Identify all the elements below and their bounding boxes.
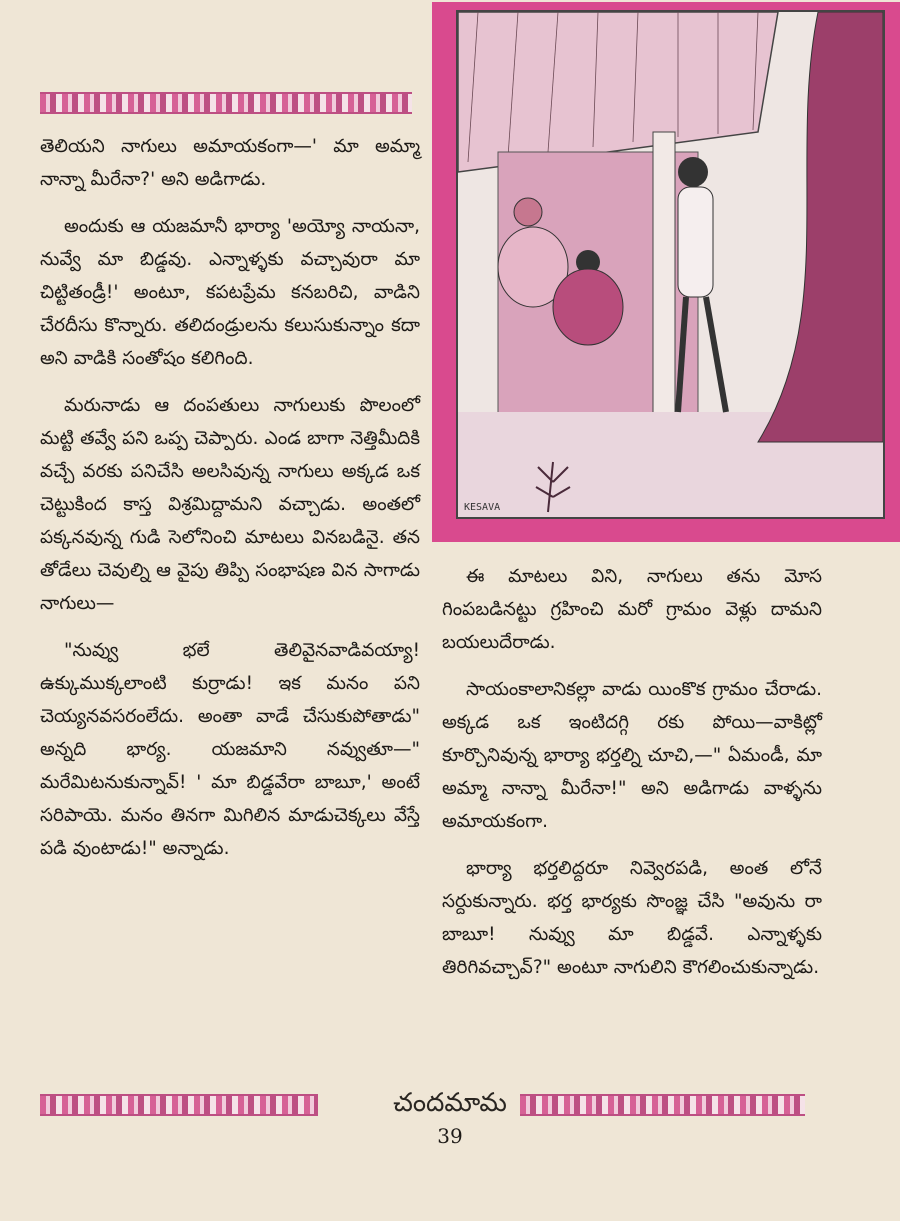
decorative-border-bottom-right [520,1094,805,1116]
paragraph: మరునాడు ఆ దంపతులు నాగులుకు పొలంలో మట్టి తవ్వే పని ఒప్ప చెప్పారు. ఎండ బాగా నెత్తిమీదికి వచ్చే వరకు పనిచేసి అలసివున్న నాగులు అక్కడ ఒక చెట్టుకింద కాస్త విశ్రమిద్దామని వచ్చాడు. అంతలో పక్కనవున్న గుడి సెలోనించి మాటలు వినబడినై. తన తోడేలు చెవుల్ని ఆ వైపు తిప్పి సంభాషణ విన సాగాడు నాగులు— [40,395,420,614]
paragraph: అందుకు ఆ యజమానీ భార్యా 'అయ్యో నాయనా, నువ్వే మా బిడ్డవు. ఎన్నాళ్ళకు వచ్చావురా మా చిట్టితండ్రీ!' అంటూ, కపటప్రేమ కనబరిచి, వాడిని చేరదీసు కొన్నారు. తలిదండ్రులను కలుసుకున్నాం కదా అని వాడికి సంతోషం కలిగింది. [40,216,420,369]
left-text-column [40,130,420,879]
right-text-column [442,560,822,998]
decorative-border-top [40,92,412,114]
page-number: 39 [437,1124,463,1148]
illustration-drawing [458,12,883,517]
paragraph: "నువ్వు భలే తెలివైనవాడివయ్యా! ఉక్కుముక్కలాంటి కుర్రాడు! ఇక మనం పని చెయ్యనవసరంలేదు. అంతా వాడే చేసుకుపోతాడు" అన్నది భార్య. యజమాని నవ్వుతూ—" మరేమిటనుకున్నావ్! ' మా బిడ్డవేరా బాబూ,' అంటే సరిపాయె. మనం తినగా మిగిలిన మాడుచెక్కలు వేస్తే పడి వుంటాడు!" అన్నాడు. [40,640,420,859]
paragraph: భార్యా భర్తలిద్దరూ నివ్వెరపడి, అంత లోనే సర్దుకున్నారు. భర్త భార్యకు సొంజ్ఞ చేసి "అవును రా బాబూ! నువ్వు మా బిడ్డవే. ఎన్నాళ్ళకు తిరిగివచ్చావ్?" అంటూ నాగులిని కౌగలించుకున్నాడు. [442,858,822,978]
artist-signature: KESAVA [464,502,501,513]
magazine-title: చందమామ [393,1088,507,1118]
paragraph: తెలియని నాగులు అమాయకంగా—' మా అమ్మా నాన్నా మీరేనా?' అని అడిగాడు. [40,136,420,190]
paragraph: ఈ మాటలు విని, నాగులు తను మోస గింపబడినట్టు గ్రహించి మరో గ్రామం వెళ్లు దామని బయలుదేరాడు. [442,566,822,653]
story-illustration [456,10,885,519]
paragraph: సాయంకాలానికల్లా వాడు యింకొక గ్రామం చేరాడు. అక్కడ ఒక ఇంటిదగ్గి రకు పోయి—వాకిట్లో కూర్చొనివున్న భార్యా భర్తల్ని చూచి,—" ఏమండీ, మా అమ్మా నాన్నా మీరేనా!" అని అడిగాడు వాళ్ళను అమాయకంగా. [442,679,822,832]
